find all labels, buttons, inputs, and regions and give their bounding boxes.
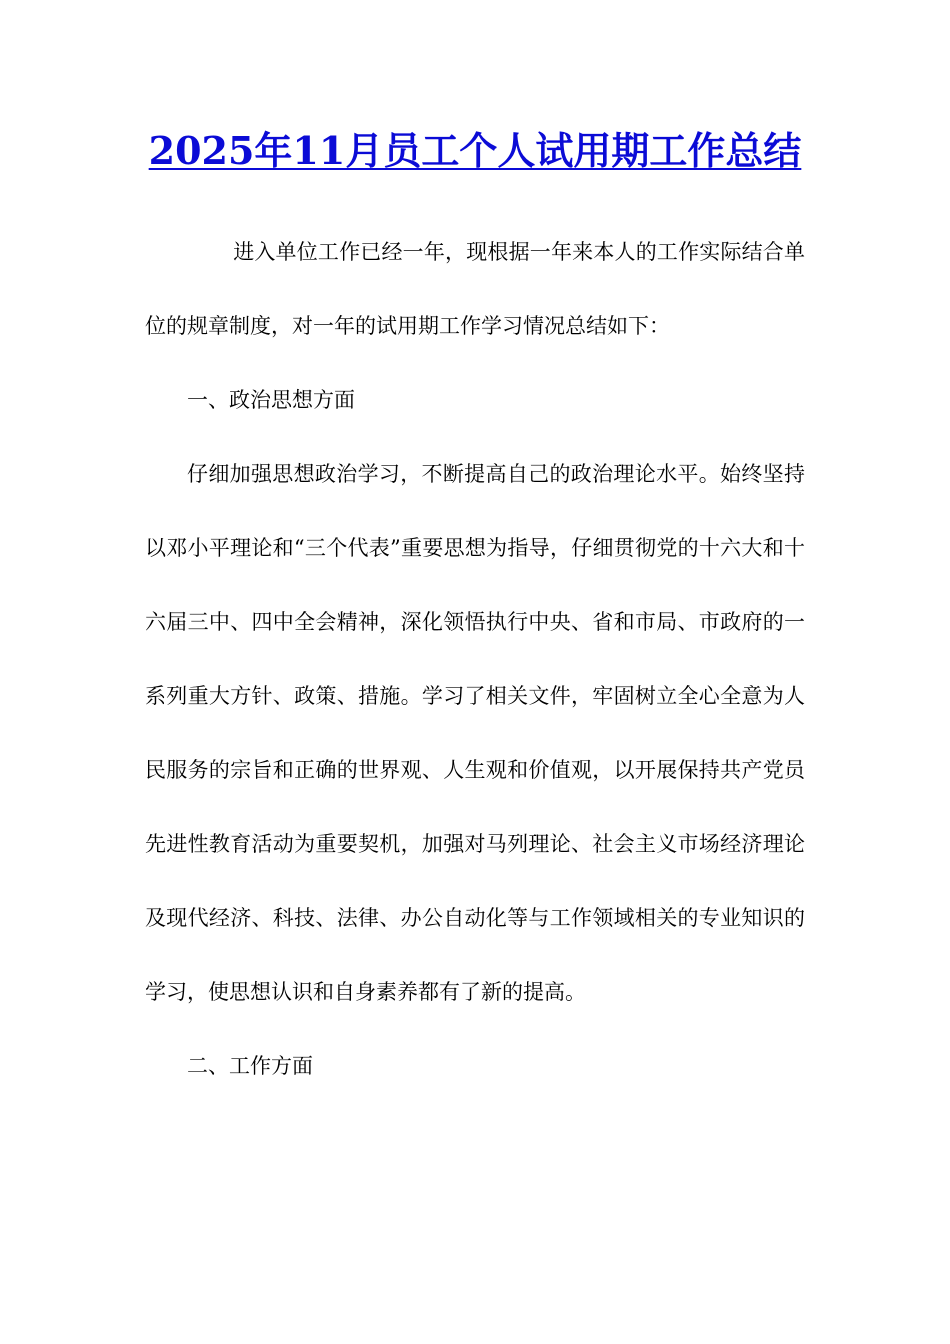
section-heading-politics: 一、政治思想方面 — [187, 388, 355, 412]
politics-paragraph: 仔细加强思想政治学习，不断提高自己的政治理论水平。始终坚持以邓小平理论和“三个代表”重要思想为指导，仔细贯彻党的十六大和十六届三中、四中全会精神，深化领悟执行中央、省和市局、市政府的一系列重大方针、政策、措施。学习了相关文件，牢固树立全心全意为人民服务的宗旨和正确的世界观、人生观和价值观，以开展保持共产党员先进性教育活动为重要契机，加强对马列理论、社会主义市场经济理论及现代经济、科技、法律、办公自动化等与工作领域相关的专业知识的学习，使思想认识和自身素养都有了新的提高。 — [145, 462, 805, 1004]
section-heading-work: 二、工作方面 — [187, 1054, 313, 1078]
document-title[interactable]: 2025年11月员工个人试用期工作总结 — [148, 128, 802, 173]
intro-paragraph: 进入单位工作已经一年，现根据一年来本人的工作实际结合单位的规章制度，对一年的试用期工作学习情况总结如下： — [145, 240, 805, 338]
document-body — [145, 215, 805, 1103]
